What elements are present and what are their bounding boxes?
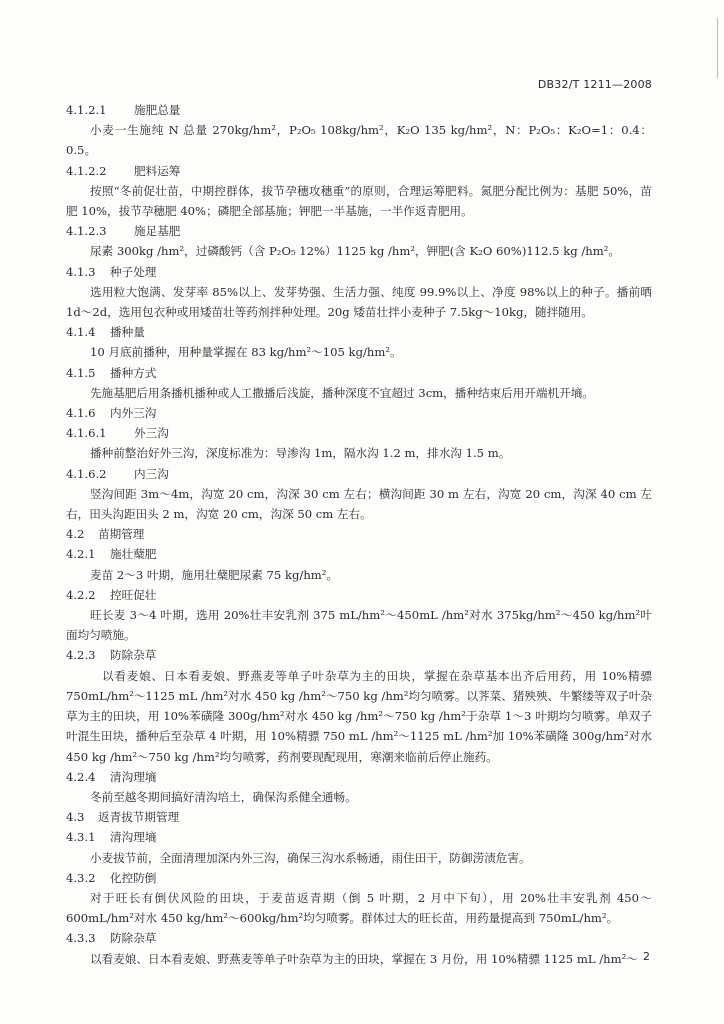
section-heading: [66, 928, 652, 948]
section-number: 4.1.3: [66, 264, 96, 279]
section-heading: [66, 524, 652, 544]
section-title: 肥料运筹: [134, 163, 181, 178]
section-number: 4.2.1: [66, 547, 96, 562]
section-heading: [66, 868, 652, 888]
document-body: [66, 100, 652, 969]
paragraph: 冬前至越冬期间搞好清沟培土，确保沟系健全通畅。: [90, 789, 357, 804]
section-title: 播种量: [110, 325, 145, 340]
section-title: 化控防倒: [110, 870, 157, 885]
section-number: 4.3.1: [66, 830, 96, 845]
document-code: DB32/T 1211—2008: [537, 78, 652, 91]
section-title: 施壮蘖肥: [110, 547, 157, 562]
paragraph: 选用粒大饱满、发芽率 85%以上、发芽势强、生活力强、纯度 99.9%以上、净度 98%以上的种子。播前晒 1d～2d，选用包衣种或用矮苗壮等药剂拌种处理。20g 矮苗壮拌小麦种子 7.5kg～10kg，随拌随用。: [66, 284, 652, 320]
section-heading: [66, 767, 652, 787]
section-title: 施足基肥: [134, 224, 181, 239]
paragraph: 按照“冬前促壮苗，中期控群体，拔节孕穗攻穗重”的原则，合理运筹肥料。氮肥分配比例为：基肥 50%，苗肥 10%，拔节孕穗肥 40%；磷肥全部基施；钾肥一半基施，一半作返青肥用。: [66, 183, 652, 219]
section-heading: [66, 645, 652, 665]
section-title: 外三沟: [134, 426, 169, 441]
section-heading: [66, 423, 652, 443]
paragraph: 10 月底前播种，用种量掌握在 83 kg/hm²～105 kg/hm²。: [90, 345, 402, 360]
section-title: 播种方式: [110, 365, 157, 380]
section-title: 控旺促壮: [110, 587, 157, 602]
section-title: 返青拔节期管理: [98, 810, 180, 825]
section-heading: [66, 363, 652, 383]
section-number: 4.1.6: [66, 406, 96, 421]
section-title: 防除杂草: [110, 931, 157, 946]
paragraph: 以看麦娘、日本看麦娘、野燕麦等单子叶杂草为主的田块，掌握在 3 月份，用 10%精骠 1125 mL /hm²～: [90, 951, 638, 966]
paragraph: 麦苗 2～3 叶期，施用壮蘖肥尿素 75 kg/hm²。: [90, 567, 339, 582]
section-heading: [66, 827, 652, 847]
section-number: 4.1.2.1: [66, 103, 107, 117]
section-number: 4.2.2: [66, 587, 96, 602]
section-number: 4.2.4: [66, 769, 96, 784]
section-title: 苗期管理: [98, 527, 145, 542]
section-heading: [66, 807, 652, 827]
paragraph: 小麦拔节前，全面清理加深内外三沟，确保三沟水系畅通，雨住田干，防御涝渍危害。: [90, 850, 531, 865]
section-number: 4.2.3: [66, 648, 96, 663]
section-heading: [66, 161, 652, 181]
section-title: 施肥总量: [134, 103, 181, 117]
section-number: 4.3.2: [66, 870, 96, 885]
section-number: 4.1.5: [66, 365, 96, 380]
section-heading: [66, 544, 652, 564]
section-title: 清沟理墒: [110, 769, 157, 784]
section-number: 4.3: [66, 810, 85, 825]
section-number: 4.1.2.3: [66, 224, 107, 239]
section-title: 清沟理墒: [110, 830, 157, 845]
section-number: 4.1.2.2: [66, 163, 107, 178]
scan-edge-mark: [717, 18, 724, 78]
section-heading: [66, 100, 652, 120]
paragraph: 尿素 300kg /hm²，过磷酸钙（含 P₂O₅ 12%）1125 kg /hm²，钾肥(含 K₂O 60%)112.5 kg /hm²。: [90, 244, 620, 259]
section-heading: [66, 221, 652, 241]
paragraph: 以看麦娘、日本看麦娘、野燕麦等单子叶杂草为主的田块，掌握在杂草基本出齐后用药，用 10%精骠 750mL/hm²～1125 mL /hm²对水 450 kg /hm²～750 kg /hm²均匀喷雾。以荠菜、猪殃殃、牛繁缕等双子叶杂草为主的田块，用 10%苯磺隆 300g/hm²对水 450 kg /hm²～750 kg /hm²于杂草 1～3 叶期均匀喷雾。单双子叶混生田块，播种后至杂草 4 叶期，用 10%精骠 750 mL /hm²～1125 mL /hm²加 10%苯磺隆 300g/hm²对水 450 kg /hm²～750 kg /hm²均匀喷雾，药剂要现配现用，寒潮来临前后停止施药。: [66, 668, 652, 764]
section-title: 内外三沟: [110, 406, 157, 421]
paragraph: 旺长麦 3～4 叶期，选用 20%壮丰安乳剂 375 mL/hm²～450mL /hm²对水 375kg/hm²～450 kg/hm²叶面均匀喷施。: [66, 608, 652, 643]
section-heading: [66, 403, 652, 423]
section-number: 4.1.4: [66, 325, 96, 340]
paragraph: 竖沟间距 3m～4m，沟宽 20 cm，沟深 30 cm 左右；横沟间距 30 m 左右，沟宽 20 cm，沟深 40 cm 左右，田头沟距田头 2 m，沟宽 20 cm，沟深 50 cm 左右。: [66, 486, 652, 522]
section-heading: [66, 585, 652, 605]
section-number: 4.2: [66, 527, 85, 542]
paragraph: 播种前整治好外三沟，深度标准为：导渗沟 1m，隔水沟 1.2 m，排水沟 1.5 m。: [90, 446, 511, 461]
paragraph: 对于旺长有倒伏风险的田块，于麦苗返青期（倒 5 叶期，2 月中下旬），用 20%壮丰安乳剂 450～600mL/hm²对水 450 kg/hm²～600kg/hm²均匀喷雾。群体过大的旺长苗，用药量提高到 750mL/hm²。: [66, 890, 652, 926]
section-number: 4.1.6.1: [66, 426, 107, 441]
section-title: 防除杂草: [110, 648, 157, 663]
section-heading: [66, 322, 652, 342]
section-heading: [66, 464, 652, 484]
page-number: 2: [643, 950, 650, 963]
section-heading: [66, 262, 652, 282]
section-number: 4.1.6.2: [66, 466, 107, 481]
paragraph: 先施基肥后用条播机播种或人工撒播后浅旋，播种深度不宜超过 3cm，播种结束后用开端机开墒。: [90, 385, 594, 400]
section-title: 内三沟: [134, 466, 169, 481]
paragraph: 小麦一生施纯 N 总量 270kg/hm²，P₂O₅ 108kg/hm²，K₂O 135 kg/hm²，N：P₂O₅：K₂O=1：0.4：0.5。: [66, 123, 652, 158]
section-title: 种子处理: [110, 264, 157, 279]
section-number: 4.3.3: [66, 931, 96, 946]
